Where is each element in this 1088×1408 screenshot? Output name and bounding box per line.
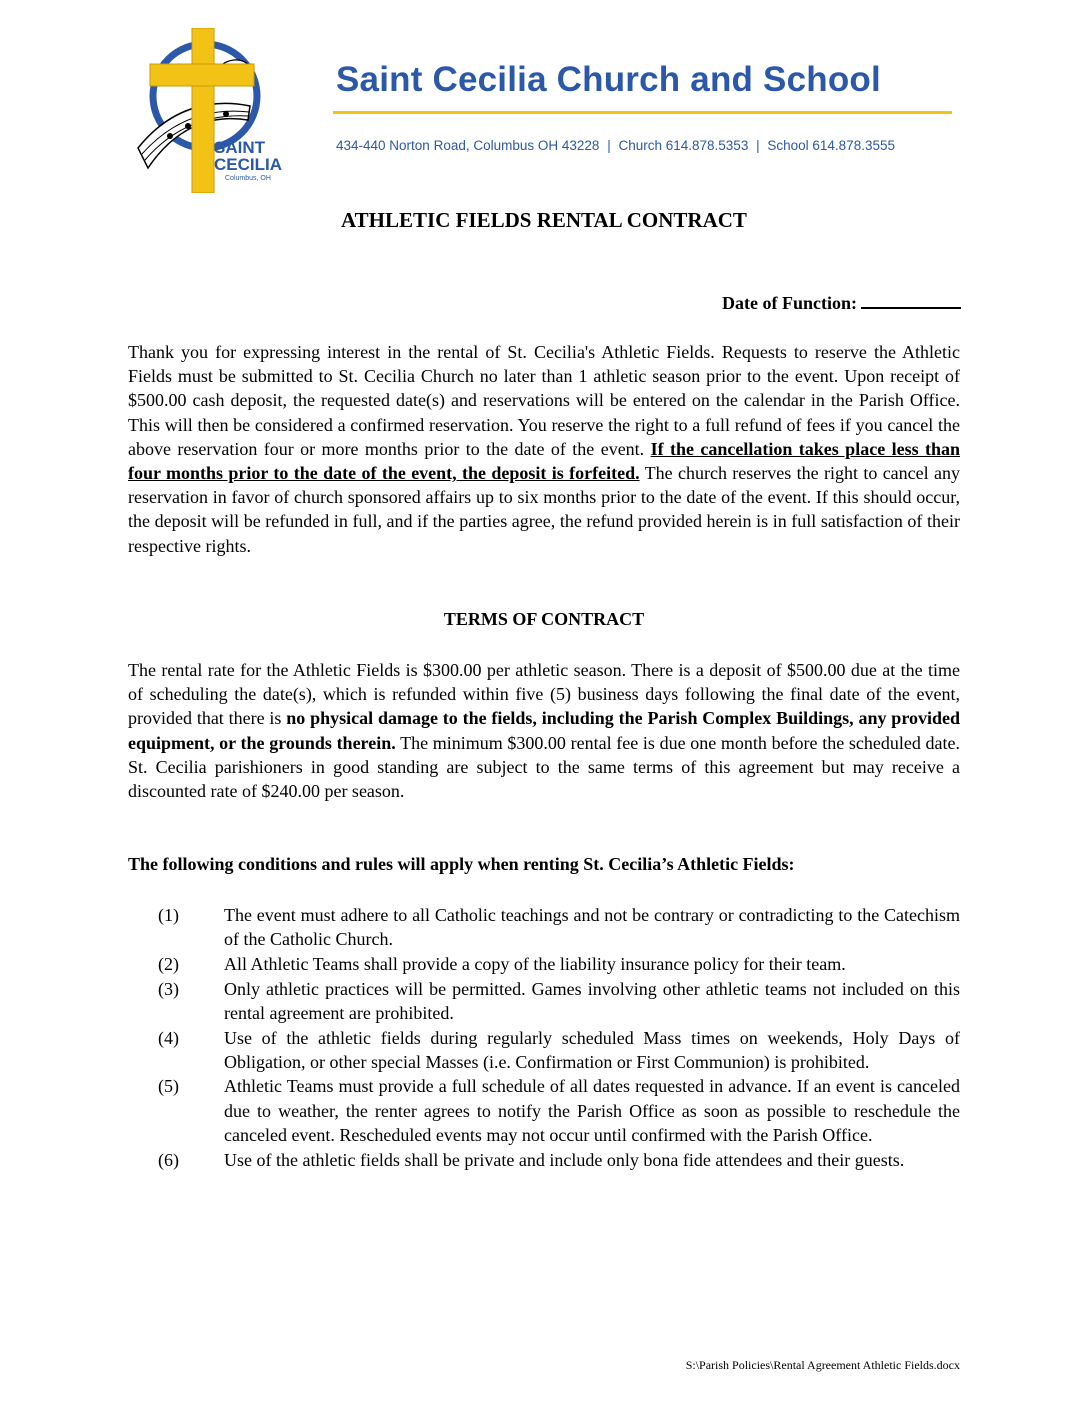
terms-text: The rental rate for the Athletic Fields is $300.00 per athletic season. There is a deposit of $500.00 due at the time of scheduling the date(s), which is refunded within five (5) business days following the final date of the event, provided that there is <box>128 660 960 729</box>
footer-file-path: S:\Parish Policies\Rental Agreement Athletic Fields.docx <box>685 1358 960 1372</box>
rule-text: Use of the athletic fields during regularly scheduled Mass times on weekends, Holy Days of Obligation, or other special Masses (i.e. Confirmation or First Communion) is prohibited. <box>224 1027 960 1072</box>
rule-number: (1) <box>158 905 179 925</box>
terms-paragraph <box>128 658 960 803</box>
intro-paragraph <box>128 340 960 558</box>
saint-cecilia-logo <box>130 28 290 193</box>
rule-text: Use of the athletic fields shall be private and include only bona fide attendees and their guests. <box>224 1149 905 1170</box>
rule-number: (6) <box>158 1149 179 1170</box>
rule-number: (3) <box>158 978 179 999</box>
date-of-function-blank[interactable] <box>861 291 961 309</box>
list-item <box>128 952 960 976</box>
separator: | <box>756 138 760 153</box>
rule-number: (5) <box>158 1076 179 1097</box>
rule-text: Athletic Teams must provide a full schedule of all dates requested in advance. If an event is canceled due to weather, the renter agrees to notify the Parish Office as soon as possible to reschedule the canceled event. Rescheduled events may not occur until confirmed with the Parish Office. <box>224 1076 960 1145</box>
org-name: Saint Cecilia Church and School <box>336 60 881 99</box>
contact-line <box>336 138 895 153</box>
list-item <box>128 977 960 1025</box>
separator: | <box>607 138 611 153</box>
rule-number: (4) <box>158 1027 179 1048</box>
date-of-function <box>722 291 961 314</box>
logo-text-location: Columbus, OH <box>225 175 271 182</box>
rules-list <box>128 903 960 1172</box>
conditions-heading: The following conditions and rules will apply when renting St. Cecilia’s Athletic Fields: <box>128 854 795 874</box>
church-phone: Church 614.878.5353 <box>618 138 749 153</box>
terms-heading: TERMS OF CONTRACT <box>443 609 645 629</box>
terms-text-continued: The minimum $300.00 rental fee is due one month before the scheduled date. St. Cecilia parishioners in good standing are subject to the same terms of this agreement but may receive a discounted rate of $240.00 per season. <box>128 732 961 802</box>
school-phone: School 614.878.3555 <box>767 138 895 153</box>
rule-text: The event must adhere to all Catholic teachings and not be contrary or contradicting to the Catechism of the Catholic Church. <box>224 905 960 950</box>
rule-text: Only athletic practices will be permitted. Games involving other athletic teams not included on this rental agreement are prohibited. <box>224 978 960 1023</box>
document-title: ATHLETIC FIELDS RENTAL CONTRACT <box>341 208 747 232</box>
list-item <box>128 903 960 951</box>
logo-text-saint: SAINT <box>214 138 265 157</box>
list-item <box>128 1148 960 1172</box>
rule-text: All Athletic Teams shall provide a copy of the liability insurance policy for their team. <box>224 953 846 974</box>
list-item <box>128 1026 960 1074</box>
list-item <box>128 1074 960 1147</box>
date-of-function-label: Date of Function: <box>722 293 857 313</box>
intro-text: Thank you for expressing interest in the rental of St. Cecilia's Athletic Fields. Requests to reserve the Athletic Fields must be submitted to St. Cecilia Church no later than 1 athletic season prior to the event. Upon receipt of $500.00 cash deposit, the requested date(s) and reservations will be entered on the calendar in the Parish Office. This will then be considered a confirmed reservation. You reserve the right to a full refund of fees if you cancel the above reservation four or more months prior to the date of the event. <box>128 342 960 459</box>
damage-condition: no physical damage to the fields, including the Parish Complex Buildings, any provided equipment, or the grounds therein. <box>128 708 960 753</box>
rule-number: (2) <box>158 953 179 974</box>
logo-text-cecilia: CECILIA <box>214 155 282 174</box>
address: 434-440 Norton Road, Columbus OH 43228 <box>336 138 600 153</box>
header-divider <box>333 111 952 114</box>
forfeit-notice: If the cancellation takes place less than four months prior to the date of the event, the deposit is forfeited. <box>128 438 961 484</box>
intro-text-continued: The church reserves the right to cancel any reservation in favor of church sponsored affairs up to six months prior to the date of the event. If this should occur, the deposit will be refunded in full, and if the parties agree, the refund provided herein is in full satisfaction of their respective rights. <box>128 463 960 556</box>
